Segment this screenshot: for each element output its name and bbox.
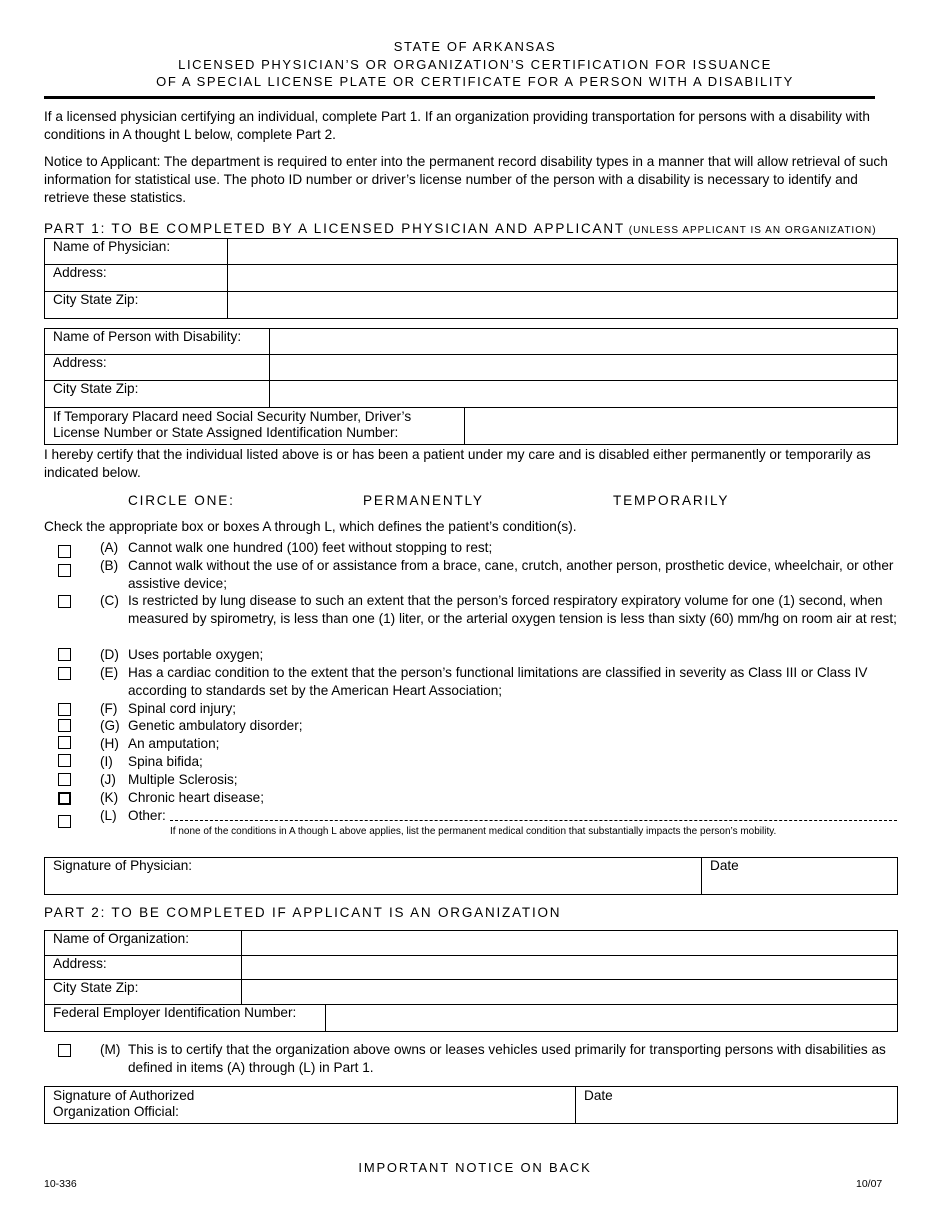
person-table <box>44 328 898 408</box>
physician-signature-field[interactable] <box>45 858 702 895</box>
condition-b-label: (B) <box>100 558 119 573</box>
checkbox-j[interactable] <box>58 773 71 786</box>
condition-a-label: (A) <box>100 540 119 555</box>
condition-h-label: (H) <box>100 736 119 751</box>
condition-j-label: (J) <box>100 772 116 787</box>
condition-b-text: Cannot walk without the use of or assistance from a brace, cane, crutch, another person, prosthetic device, wheelchair, or other assistive device; <box>128 558 894 591</box>
checkbox-d[interactable] <box>58 648 71 661</box>
option-permanently[interactable]: PERMANENTLY <box>363 493 484 508</box>
org-name-field[interactable] <box>242 931 898 956</box>
fein-label: Federal Employer Identification Number: <box>45 1005 326 1032</box>
org-address-label: Address: <box>45 956 242 980</box>
circle-one-label: CIRCLE ONE: <box>128 493 235 508</box>
option-temporarily[interactable]: TEMPORARILY <box>613 493 730 508</box>
checkbox-l[interactable] <box>58 815 71 828</box>
part1-subtitle: (UNLESS APPLICANT IS AN ORGANIZATION) <box>628 225 877 236</box>
checkbox-e[interactable] <box>58 667 71 680</box>
checkbox-f[interactable] <box>58 703 71 716</box>
person-address-label: Address: <box>45 355 270 381</box>
person-csz-field[interactable] <box>270 381 898 408</box>
condition-c-label: (C) <box>100 593 119 608</box>
physician-address-field[interactable] <box>228 265 898 292</box>
fein-field[interactable] <box>326 1005 898 1032</box>
org-csz-field[interactable] <box>242 980 898 1005</box>
notice-text: Notice to Applicant: The department is required to enter into the permanent record disability types in a manner that will allow retrieval of such information for statistical use. The photo ID number or driver’s license number of the person with a disability is necessary to identify and retrieve these statistics. <box>44 154 888 205</box>
form-revision: 10/07 <box>856 1178 883 1190</box>
org-address-field[interactable] <box>242 956 898 980</box>
physician-signature-label: Signature of Physician: <box>53 858 193 873</box>
person-name-field[interactable] <box>270 329 898 355</box>
physician-name-label: Name of Physician: <box>45 239 228 265</box>
part1-heading <box>44 220 924 238</box>
other-condition-note: If none of the conditions in A though L above applies, list the permanent medical condition that substantially impacts the person’s mobility. <box>170 826 777 837</box>
condition-g-label: (G) <box>100 718 120 733</box>
form-title-line3: OF A SPECIAL LICENSE PLATE OR CERTIFICATE FOR A PERSON WITH A DISABILITY <box>156 74 794 89</box>
important-notice: IMPORTANT NOTICE ON BACK <box>358 1160 592 1175</box>
certify-text: I hereby certify that the individual listed above is or has been a patient under my care and is disabled either permanently or temporarily as indicated below. <box>44 447 871 480</box>
org-signature-table <box>44 1086 898 1124</box>
physician-csz-field[interactable] <box>228 292 898 319</box>
physician-date-field[interactable] <box>702 858 898 895</box>
checkbox-h[interactable] <box>58 736 71 749</box>
org-date-label: Date <box>584 1088 613 1103</box>
condition-c-text: Is restricted by lung disease to such an extent that the person’s forced respiratory expiratory volume for one (1) second, when measured by spirometry, is less than one (1) liter, or the arterial oxygen tension is less than sixty (60) mm/hg on room air at rest; <box>128 593 897 626</box>
checkbox-k[interactable] <box>58 792 71 805</box>
checkbox-g[interactable] <box>58 719 71 732</box>
person-csz-label: City State Zip: <box>45 381 270 408</box>
condition-l-label: (L) <box>100 808 117 823</box>
person-id-field[interactable] <box>465 408 898 445</box>
checkbox-i[interactable] <box>58 754 71 767</box>
condition-g-text: Genetic ambulatory disorder; <box>128 718 303 733</box>
checkbox-c[interactable] <box>58 595 71 608</box>
form-title-line2: LICENSED PHYSICIAN’S OR ORGANIZATION’S CERTIFICATION FOR ISSUANCE <box>178 57 772 72</box>
condition-m-label: (M) <box>100 1042 121 1057</box>
organization-table <box>44 930 898 1005</box>
condition-f-text: Spinal cord injury; <box>128 701 237 716</box>
org-date-field[interactable] <box>576 1087 898 1124</box>
physician-table <box>44 238 898 319</box>
condition-d-label: (D) <box>100 647 119 662</box>
org-signature-label: Signature of Authorized Organization Official: <box>53 1088 195 1119</box>
form-number: 10-336 <box>44 1178 77 1190</box>
condition-a-text: Cannot walk one hundred (100) feet without stopping to rest; <box>128 540 493 555</box>
check-instructions: Check the appropriate box or boxes A through L, which defines the patient’s condition(s). <box>44 519 577 534</box>
physician-csz-label: City State Zip: <box>45 292 228 319</box>
fein-table <box>44 1004 898 1032</box>
physician-name-field[interactable] <box>228 239 898 265</box>
condition-j-text: Multiple Sclerosis; <box>128 772 238 787</box>
condition-e-label: (E) <box>100 665 119 680</box>
form-title-state: STATE OF ARKANSAS <box>393 39 557 54</box>
condition-l-text: Other: <box>128 808 166 823</box>
intro-text: If a licensed physician certifying an individual, complete Part 1. If an organization providing transportation for persons with a disability with conditions in A thought L below, complete Part 2. <box>44 109 870 142</box>
condition-d-text: Uses portable oxygen; <box>128 647 264 662</box>
condition-e-text: Has a cardiac condition to the extent that the person’s functional limitations are classified in severity as Class III or Class IV according to standards set by the American Heart Association; <box>128 665 868 698</box>
condition-h-text: An amputation; <box>128 736 220 751</box>
other-condition-line[interactable] <box>170 820 897 821</box>
part1-title: PART 1: TO BE COMPLETED BY A LICENSED PHYSICIAN AND APPLICANT <box>44 221 625 236</box>
person-address-field[interactable] <box>270 355 898 381</box>
header-rule <box>44 96 875 99</box>
condition-i-label: (I) <box>100 754 113 769</box>
condition-k-label: (K) <box>100 790 119 805</box>
person-id-label: If Temporary Placard need Social Security Number, Driver’s License Number or State Assigned Identification Number: <box>45 408 465 445</box>
checkbox-m[interactable] <box>58 1044 71 1057</box>
physician-date-label: Date <box>710 858 739 873</box>
physician-address-label: Address: <box>45 265 228 292</box>
condition-i-text: Spina bifida; <box>128 754 203 769</box>
person-id-table <box>44 407 898 445</box>
condition-f-label: (F) <box>100 701 118 716</box>
physician-signature-table <box>44 857 898 895</box>
part2-title: PART 2: TO BE COMPLETED IF APPLICANT IS AN ORGANIZATION <box>44 905 562 920</box>
condition-m-text: This is to certify that the organization above owns or leases vehicles used primarily for transporting persons with disabilities as defined in items (A) through (L) in Part 1. <box>128 1042 886 1075</box>
checkbox-b[interactable] <box>58 564 71 577</box>
org-name-label: Name of Organization: <box>45 931 242 956</box>
org-csz-label: City State Zip: <box>45 980 242 1005</box>
org-signature-field[interactable] <box>45 1087 576 1124</box>
checkbox-a[interactable] <box>58 545 71 558</box>
condition-k-text: Chronic heart disease; <box>128 790 265 805</box>
person-name-label: Name of Person with Disability: <box>45 329 270 355</box>
